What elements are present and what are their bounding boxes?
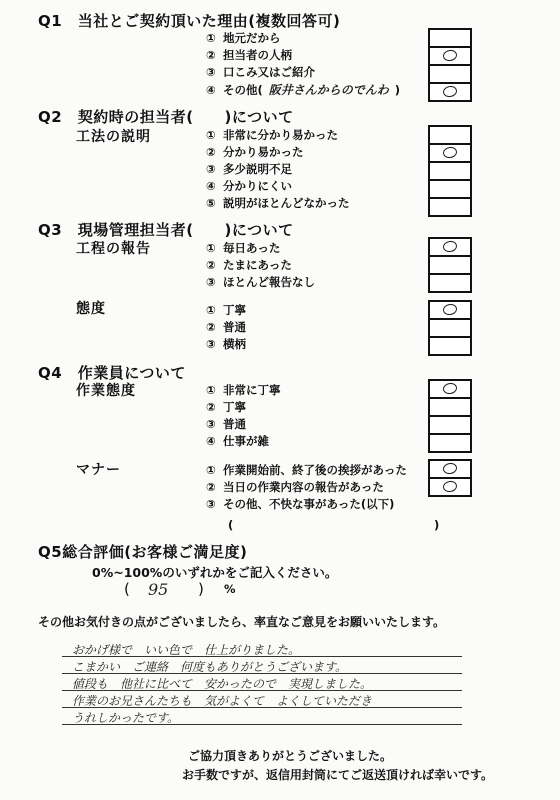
- checkbox[interactable]: [430, 461, 470, 479]
- checkbox[interactable]: [430, 48, 470, 66]
- checkbox[interactable]: [430, 417, 470, 435]
- checkbox[interactable]: [430, 381, 470, 399]
- q4-attitude-option-3: ③ 普通: [206, 417, 246, 431]
- q1-answer-boxes: [428, 28, 472, 102]
- q1-option-2: ② 担当者の人柄: [206, 48, 292, 62]
- circle-mark: [442, 146, 458, 159]
- q4-title: Q4 作業員について: [38, 364, 186, 382]
- q3-title: Q3 現場管理担当者( )について: [38, 221, 294, 239]
- q3-report-option-2: ② たまにあった: [206, 258, 292, 272]
- q1-option-1: ① 地元だから: [206, 31, 281, 45]
- q2-option-2: ② 分かり易かった: [206, 145, 304, 159]
- checkbox[interactable]: [430, 66, 470, 84]
- q2-title: Q2 契約時の担当者( )について: [38, 108, 294, 126]
- circle-mark: [442, 240, 458, 253]
- q4-manner-option-2: ② 当日の作業内容の報告があった: [206, 480, 384, 494]
- q5-paren-open: (: [124, 580, 130, 598]
- checkbox[interactable]: [430, 163, 470, 181]
- checkbox[interactable]: [430, 127, 470, 145]
- q3-attitude-subtitle: 態度: [76, 301, 106, 317]
- checkbox[interactable]: [430, 435, 470, 453]
- comments-prompt: その他お気付きの点がございましたら、率直なご意見をお願いいたします。: [38, 615, 446, 629]
- q3-attitude-option-3: ③ 横柄: [206, 337, 246, 351]
- checkbox[interactable]: [430, 302, 470, 320]
- q5-score-value[interactable]: 95: [148, 580, 169, 599]
- q3-report-option-3: ③ ほとんど報告なし: [206, 275, 315, 289]
- checkbox[interactable]: [430, 275, 470, 293]
- q1-title: Q1 当社とご契約頂いた理由(複数回答可): [38, 12, 341, 30]
- q4-manner-answer-boxes: [428, 459, 472, 497]
- q4-attitude-option-4: ④ 仕事が雑: [206, 434, 269, 448]
- q5-unit: %: [224, 582, 236, 596]
- q4-attitude-option-1: ① 非常に丁寧: [206, 383, 281, 397]
- q4-manner-option-1: ① 作業開始前、終了後の挨拶があった: [206, 463, 407, 477]
- q3-report-answer-boxes: [428, 237, 472, 293]
- comment-line-4: 作業のお兄さんたちも 気がよくて よくしていただき: [72, 694, 373, 708]
- circle-mark: [442, 382, 458, 395]
- q3-attitude-option-2: ② 普通: [206, 320, 246, 334]
- q1-other-note: 阪井さんからのでんわ: [268, 83, 389, 97]
- q5-paren-close: ): [198, 580, 204, 598]
- circle-mark: [442, 303, 458, 316]
- comment-line-3: 値段も 他社に比べて 安かったので 実現しました。: [72, 677, 373, 691]
- q1-option-4: ④ その他( 阪井さんからのでんわ ): [206, 83, 401, 97]
- q5-instruction: 0%~100%のいずれかをご記入ください。: [92, 565, 338, 580]
- q4-attitude-option-2: ② 丁寧: [206, 400, 246, 414]
- comment-line-5: うれしかったです。: [72, 711, 180, 725]
- q4-other-detail-field[interactable]: [238, 518, 428, 534]
- checkbox[interactable]: [430, 320, 470, 338]
- footer-request: お手数ですが、返信用封筒にてご返送頂ければ幸いです。: [182, 768, 494, 782]
- checkbox[interactable]: [430, 399, 470, 417]
- checkbox[interactable]: [430, 181, 470, 199]
- q4-manner-subtitle: マナー: [76, 462, 121, 478]
- q4-other-paren-open: (: [228, 518, 234, 532]
- circle-mark: [442, 462, 458, 475]
- q4-other-paren-close: ): [434, 518, 440, 532]
- checkbox[interactable]: [430, 257, 470, 275]
- q3-report-option-1: ① 毎日あった: [206, 241, 281, 255]
- checkbox[interactable]: [430, 145, 470, 163]
- q3-attitude-answer-boxes: [428, 300, 472, 356]
- q3-attitude-option-1: ① 丁寧: [206, 303, 246, 317]
- checkbox[interactable]: [430, 338, 470, 356]
- q4-attitude-subtitle: 作業態度: [76, 383, 136, 399]
- comment-line-1: おかげ様で いい色で 仕上がりました。: [72, 643, 301, 657]
- q1-option-3: ③ 口こみ又はご紹介: [206, 65, 315, 79]
- checkbox[interactable]: [430, 84, 470, 102]
- q3-report-subtitle: 工程の報告: [76, 241, 151, 257]
- q5-title: Q5総合評価(お客様ご満足度): [38, 543, 248, 561]
- circle-mark: [442, 85, 458, 98]
- q4-attitude-answer-boxes: [428, 379, 472, 453]
- q2-option-3: ③ 多少説明不足: [206, 162, 292, 176]
- footer-thanks: ご協力頂きありがとうございました。: [188, 749, 393, 763]
- checkbox[interactable]: [430, 239, 470, 257]
- comment-line-2: こまかい ご連絡 何度もありがとうございます。: [72, 660, 348, 674]
- q2-answer-boxes: [428, 125, 472, 217]
- q2-option-4: ④ 分かりにくい: [206, 179, 292, 193]
- q2-option-1: ① 非常に分かり易かった: [206, 128, 338, 142]
- checkbox[interactable]: [430, 30, 470, 48]
- q4-manner-option-3: ③ その他、不快な事があった(以下): [206, 497, 395, 511]
- checkbox[interactable]: [430, 199, 470, 217]
- checkbox[interactable]: [430, 479, 470, 497]
- q2-subtitle: 工法の説明: [76, 129, 151, 145]
- circle-mark: [442, 49, 458, 62]
- q2-option-5: ⑤ 説明がほとんどなかった: [206, 196, 350, 210]
- circle-mark: [442, 480, 458, 493]
